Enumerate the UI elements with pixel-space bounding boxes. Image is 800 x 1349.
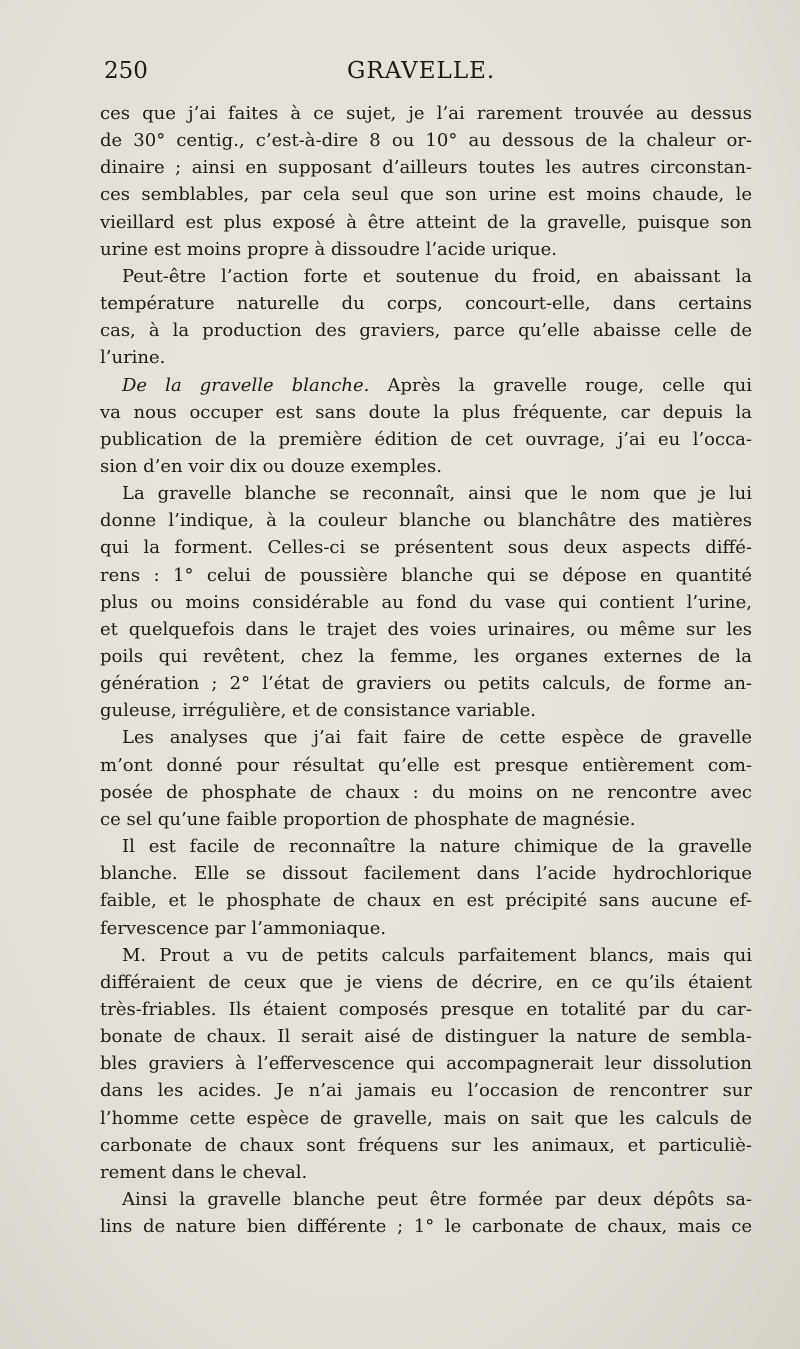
text-line: ces que j’ai faites à ce sujet, je l’ai rarement trouvée au dessus: [100, 103, 752, 124]
text-line: l’homme cette espèce de gravelle, mais on sait que les calculs de: [100, 1107, 752, 1129]
text-line: rement dans le cheval.: [100, 1161, 308, 1183]
text-line: lins de nature bien différente ; 1° le carbonate de chaux, mais ce: [100, 1216, 752, 1238]
text-line: dans les acides. Je n’ai jamais eu l’occasion de rencontrer sur: [100, 1080, 752, 1102]
text-line: plus ou moins considérable au fond du vase qui contient l’urine,: [100, 591, 752, 613]
text-line: De la gravelle blanche. Après la gravelle rouge, celle qui: [122, 374, 752, 396]
text-line: l’urine.: [100, 347, 166, 369]
text-line: m’ont donné pour résultat qu’elle est presque entièrement com-: [100, 754, 752, 776]
text-line: ce sel qu’une faible proportion de phosphate de magnésie.: [100, 808, 636, 830]
text-line: guleuse, irrégulière, et de consistance variable.: [100, 700, 536, 722]
text-line: va nous occuper est sans doute la plus fréquente, car depuis la: [100, 401, 752, 423]
text-line: blanche. Elle se dissout facilement dans l’acide hydrochlorique: [100, 863, 752, 885]
text-line: bles graviers à l’effervescence qui accompagnerait leur dissolution: [100, 1053, 752, 1075]
text-line: température naturelle du corps, concourt-elle, dans certains: [100, 293, 752, 315]
running-title: GRAVELLE.: [347, 58, 496, 84]
text-line: posée de phosphate de chaux : du moins on ne rencontre avec: [100, 781, 752, 803]
text-line: très-friables. Ils étaient composés presque en totalité par du car-: [100, 998, 752, 1020]
text-line: ces semblables, par cela seul que son urine est moins chaude, le: [100, 184, 752, 206]
text-line: carbonate de chaux sont fréquens sur les animaux, et particuliè-: [100, 1134, 752, 1156]
text-line: M. Prout a vu de petits calculs parfaitement blancs, mais qui: [122, 944, 752, 966]
text-line: Peut-être l’action forte et soutenue du froid, en abaissant la: [122, 265, 752, 287]
text-line: bonate de chaux. Il serait aisé de distinguer la nature de sembla-: [100, 1026, 752, 1048]
text-line: La gravelle blanche se reconnaît, ainsi que le nom que je lui: [122, 483, 752, 505]
text-line: Les analyses que j’ai fait faire de cette espèce de gravelle: [122, 727, 752, 749]
text-line: sion d’en voir dix ou douze exemples.: [100, 455, 442, 477]
text-line: urine est moins propre à dissoudre l’acide urique.: [100, 238, 557, 260]
text-line: différaient de ceux que je viens de décrire, en ce qu’ils étaient: [100, 971, 752, 993]
text-line: rens : 1° celui de poussière blanche qui se dépose en quantité: [100, 564, 752, 586]
text-line: publication de la première édition de cet ouvrage, j’ai eu l’occa-: [100, 428, 752, 450]
text-line: qui la forment. Celles-ci se présentent sous deux aspects diffé-: [100, 537, 752, 559]
text-line: cas, à la production des graviers, parce qu’elle abaisse celle de: [100, 320, 752, 342]
text-line: génération ; 2° l’état de graviers ou petits calculs, de forme an-: [100, 673, 752, 695]
text-line: vieillard est plus exposé à être atteint de la gravelle, puisque son: [100, 211, 752, 233]
text-line: donne l’indique, à la couleur blanche ou blanchâtre des matières: [100, 510, 752, 532]
text-line: faible, et le phosphate de chaux en est précipité sans aucune ef-: [100, 890, 752, 912]
page-number: 250: [104, 58, 148, 84]
text-line: et quelquefois dans le trajet des voies urinaires, ou même sur les: [100, 618, 752, 640]
text-line: poils qui revêtent, chez la femme, les organes externes de la: [100, 646, 752, 667]
text-line: fervescence par l’ammoniaque.: [100, 917, 387, 939]
page-header: [100, 58, 750, 92]
text-line: Ainsi la gravelle blanche peut être formée par deux dépôts sa-: [122, 1189, 752, 1210]
text-line: dinaire ; ainsi en supposant d’ailleurs toutes les autres circonstan-: [100, 157, 752, 179]
text-line: Il est facile de reconnaître la nature chimique de la gravelle: [122, 836, 752, 858]
text-line: de 30° centig., c’est-à-dire 8 ou 10° au dessous de la chaleur or-: [100, 130, 752, 152]
